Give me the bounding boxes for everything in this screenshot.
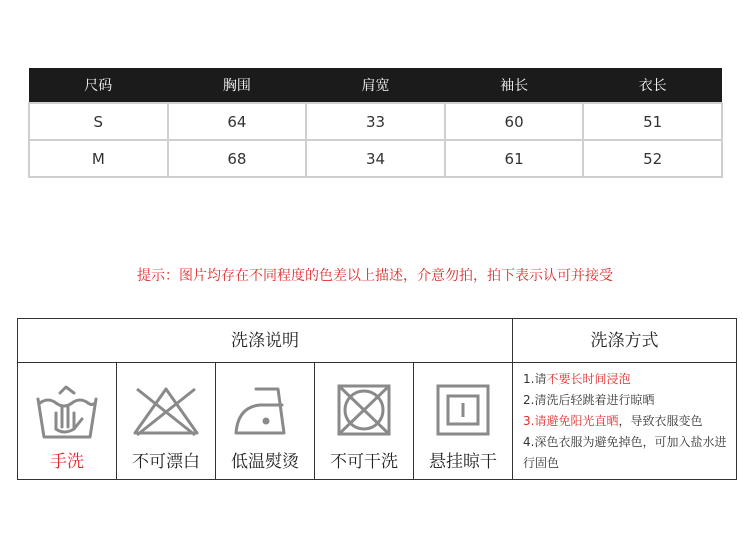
no-dry-clean-label: 不可干洗: [330, 452, 398, 472]
low-iron-label: 低温熨烫: [231, 452, 299, 472]
no-bleach-label: 不可漂白: [132, 452, 200, 472]
table-cell: S: [29, 103, 168, 140]
care-icon-cell: [18, 363, 117, 479]
instruction-item: [523, 369, 735, 390]
instruction-text: 1.请: [523, 372, 547, 386]
header-length: 衣长: [583, 68, 722, 103]
table-cell: 61: [445, 140, 584, 177]
hand-wash-label: 手洗: [50, 452, 84, 472]
header-sleeve: 袖长: [445, 68, 584, 103]
care-table: [17, 318, 737, 480]
header-chest: 胸围: [168, 68, 307, 103]
wash-instructions: [523, 369, 735, 474]
table-cell: 68: [168, 140, 307, 177]
instruction-warning: 3.请避免阳光直晒: [523, 414, 619, 428]
instruction-item: 4.深色衣服为避免掉色，可加入盐水进行固色: [523, 435, 727, 470]
wash-method-header: 洗涤方式: [513, 319, 736, 363]
hand-wash-icon: [34, 383, 100, 441]
instruction-item: [523, 411, 735, 432]
table-row: [29, 103, 722, 140]
care-instructions-header: 洗涤说明: [18, 319, 513, 363]
size-table: [28, 68, 723, 178]
care-icon-cell: [414, 363, 512, 479]
instruction-item: 2.清洗后轻跳着进行晾晒: [523, 393, 655, 407]
care-icon-cell: [315, 363, 414, 479]
color-difference-notice: 提示：图片均存在不同程度的色差以上描述，介意勿拍，拍下表示认可并接受: [137, 268, 613, 284]
table-cell: 51: [583, 103, 722, 140]
table-cell: 33: [306, 103, 445, 140]
no-bleach-icon: [131, 383, 201, 437]
no-dry-clean-icon: [336, 383, 392, 437]
table-cell: 52: [583, 140, 722, 177]
size-table-header-row: [29, 68, 722, 103]
header-shoulder: 肩宽: [306, 68, 445, 103]
table-cell: M: [29, 140, 168, 177]
hang-dry-label: 悬挂晾干: [429, 452, 497, 472]
care-icons-row: [18, 363, 513, 479]
low-iron-icon: [232, 383, 298, 437]
table-cell: 64: [168, 103, 307, 140]
instruction-text: ，导致衣服变色: [618, 414, 703, 428]
table-cell: 34: [306, 140, 445, 177]
care-icon-cell: [216, 363, 315, 479]
table-row: [29, 140, 722, 177]
instruction-warning: 不要长时间浸泡: [546, 372, 631, 386]
care-icon-cell: [117, 363, 216, 479]
table-cell: 60: [445, 103, 584, 140]
hang-dry-icon: [435, 383, 491, 437]
header-size: 尺码: [29, 68, 168, 103]
